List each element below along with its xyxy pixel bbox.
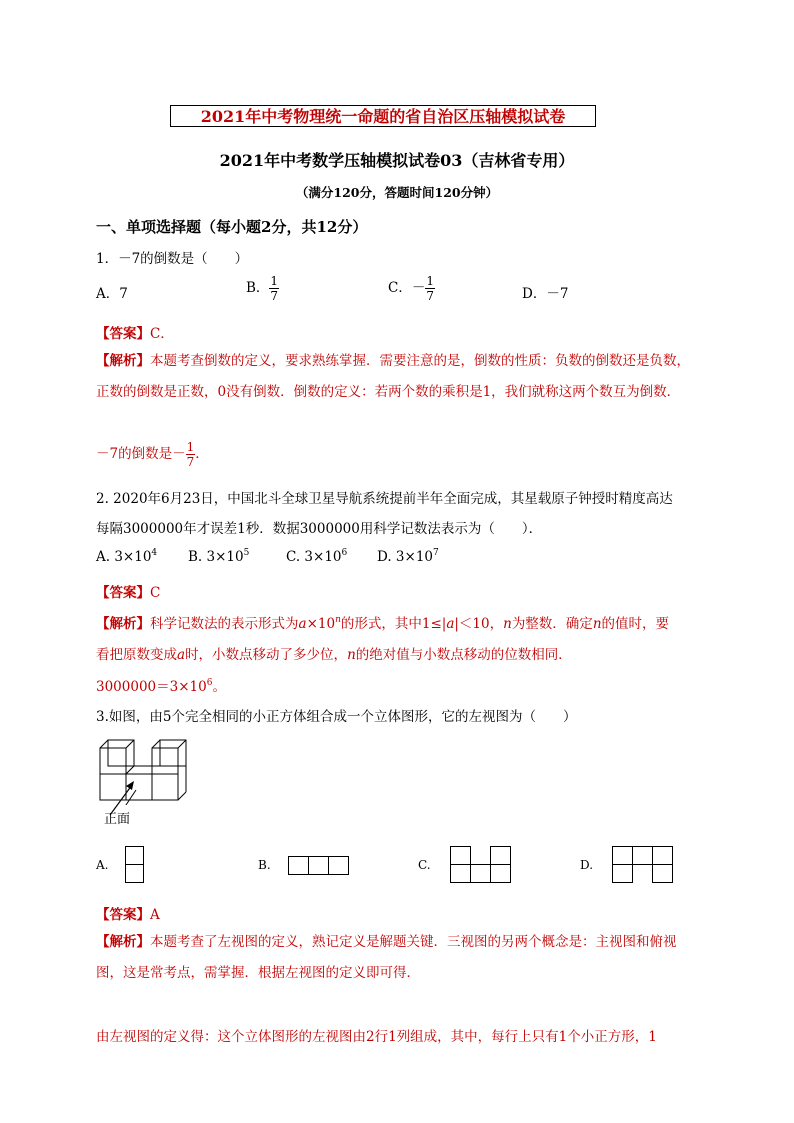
q3-analysis: 【解析】本题考查了左视图的定义，熟记定义是解题关键．三视图的另两个概念是：主视图和俯视图，这是常考点，需掌握．根据左视图的定义即可得． (96, 934, 677, 981)
series-banner: 2021年中考物理统一命题的省自治区压轴模拟试卷 (170, 105, 596, 127)
q2-analysis-line2: 看把原数变成a时，小数点移动了多少位，n的绝对值与小数点移动的位数相同． (96, 647, 572, 663)
q1-analysis: 【解析】本题考查倒数的定义，要求熟练掌握．需要注意的是，倒数的性质：负数的倒数还是负数，正数的倒数是正数，0没有倒数．倒数的定义：若两个数的乘积是1，我们就称这两个数互为倒数． (96, 353, 690, 400)
page-subtitle: （满分120分，答题时间120分钟） (295, 185, 499, 200)
q2-option-c: C. $3\times 10^6$ (286, 547, 348, 565)
q2-option-b: B. $3\times 10^5$ (188, 547, 250, 565)
front-label: 正面 (104, 812, 131, 827)
section-heading: 一、单项选择题（每小题2分，共12分） (96, 218, 368, 236)
q3-option-b-label: B. (258, 858, 271, 872)
q2-result: $3000000=3\times 10^6$。 (96, 677, 226, 695)
q1-option-c: C．－ $\frac{1}{7}$ (388, 274, 434, 303)
page-title: 2021年中考数学压轴模拟试卷03（吉林省专用） (219, 151, 575, 170)
q2-analysis-line1: 【解析】科学记数法的表示形式为$a\times 10^n$的形式，其中1≤|a|＜10，n为整数．确定n的值时，要 (96, 614, 670, 632)
q3-option-d-figure (612, 846, 674, 886)
q2-answer: 【答案】C (96, 585, 161, 601)
q1-stem: 1．－7的倒数是（ ） (96, 251, 249, 267)
q3-option-a-label: A. (96, 858, 109, 872)
q1-answer: 【答案】C． (96, 326, 174, 342)
q3-option-a-figure (125, 846, 145, 886)
q3-answer: 【答案】A (96, 907, 160, 923)
q3-option-b-figure (288, 856, 350, 876)
q3-option-d-label: D. (580, 858, 594, 872)
q3-stem: 3.如图，由5个完全相同的小正方体组合成一个立体图形，它的左视图为（ ） (96, 709, 577, 725)
q3-option-c-figure (450, 846, 512, 886)
q3-option-c-label: C. (418, 858, 431, 872)
q1-option-b: B． $\frac{1}{7}$ (246, 274, 279, 303)
q2-stem-line1: 2. 2020年6月23日，中国北斗全球卫星导航系统提前半年全面完成，其星载原子钟授时精度高达 (96, 491, 673, 507)
q3-last-line: 由左视图的定义得：这个立体图形的左视图由2行1列组成，其中，每行上只有1个小正方形，1 (96, 1029, 657, 1045)
q2-option-a: A. $3\times 10^4$ (96, 547, 158, 565)
q2-stem-line2: 每隔3000000年才误差1秒．数据3000000用科学记数法表示为（ ）． (96, 521, 543, 537)
q2-option-d: D. $3\times 10^7$ (377, 547, 439, 565)
q1-result: －7的倒数是－ $\frac{1}{7}$ ． (96, 440, 209, 469)
q1-option-d: D．－7 (522, 286, 569, 302)
q1-option-a: A．7 (96, 286, 128, 302)
